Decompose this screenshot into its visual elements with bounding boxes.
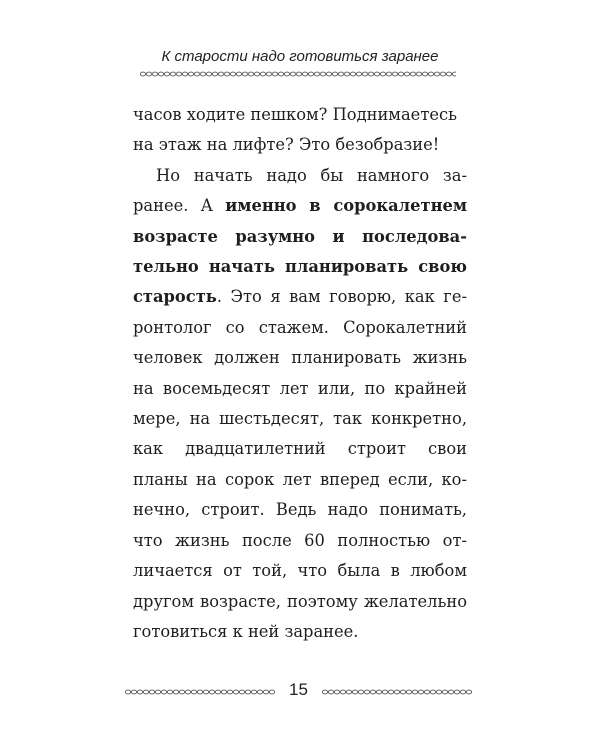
text-line: на этаж на лифте? Это безобразие! (133, 135, 440, 155)
footer-ornament-right (322, 688, 472, 696)
running-head: К старости надо готовиться заранее (161, 48, 439, 65)
page-footer (0, 680, 600, 704)
paragraph-text: Но начать надо бы намного заранее. А (133, 165, 467, 216)
text-line: часов ходите пешком? Поднимаетесь (133, 105, 457, 124)
page-number: 15 (289, 680, 308, 699)
paragraph (133, 161, 467, 648)
bold-emphasis: именно в сорокалетнем возрасте разумно и последовательно начать планировать свою старость (133, 196, 468, 307)
footer-ornament-left (125, 688, 275, 696)
body-text (133, 100, 467, 647)
header-ornament (140, 70, 456, 78)
paragraph-text: . Это я вам говорю, как геронтолог со стажем. Сорокалетний человек должен планировать жизнь на восемьдесят лет или, по крайней мере, на шестьдесят, так конкретно, как двадцатилетний строит свои планы на сорок лет вперед если, конечно, строит. Ведь надо понимать, что жизнь после 60 полностью отличается от той, что была в любом другом возрасте, поэтому желательно готовиться к ней заранее. (133, 287, 467, 641)
paragraph-continued (133, 100, 467, 161)
